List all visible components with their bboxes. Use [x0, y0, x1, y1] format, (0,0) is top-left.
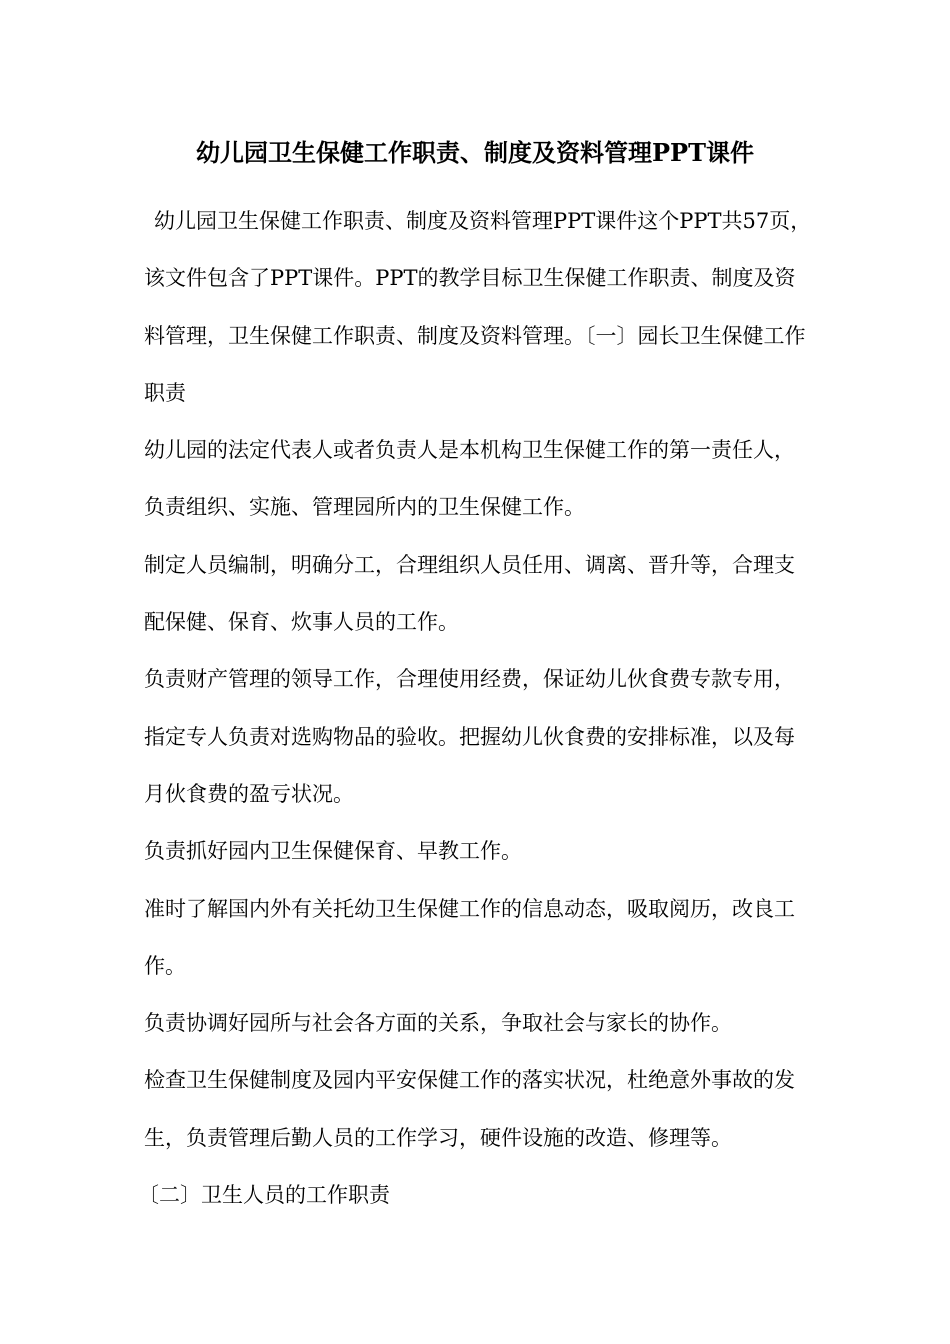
- paragraph-staffing: 制定人员编制，明确分工，合理组织人员任用、调离、晋升等，合理支配保健、保育、炊事人员的工作。: [144, 552, 795, 635]
- paragraph-finance: 负责财产管理的领导工作，合理使用经费，保证幼儿伙食费专款专用，指定专人负责对选购物品的验收。把握幼儿伙食费的安排标准，以及每月伙食费的盈亏状况。: [144, 667, 795, 806]
- document-title: 幼儿园卫生保健工作职责、制度及资料管理PPT课件: [196, 138, 754, 167]
- paragraph-inspection: 检查卫生保健制度及园内平安保健工作的落实状况，杜绝意外事故的发生，负责管理后勤人员的工作学习，硬件设施的改造、修理等。: [144, 1068, 795, 1150]
- paragraph-coordination: 负责协调好园所与社会各方面的关系，争取社会与家长的协作。: [144, 1011, 732, 1036]
- paragraph-information: 准时了解国内外有关托幼卫生保健工作的信息动态，吸取阅历，改良工作。: [144, 896, 795, 978]
- section-heading-health-staff: 〔二〕卫生人员的工作职责: [138, 1183, 390, 1208]
- paragraph-legal-representative: 幼儿园的法定代表人或者负责人是本机构卫生保健工作的第一责任人，负责组织、实施、管理园所内的卫生保健工作。: [144, 438, 795, 520]
- intro-paragraph: 幼儿园卫生保健工作职责、制度及资料管理PPT课件这个PPT共57页，该文件包含了PPT课件。PPT的教学目标卫生保健工作职责、制度及资料管理，卫生保健工作职责、制度及资料管理。〔一〕园长卫生保健工作职责: [144, 209, 812, 405]
- paragraph-childcare: 负责抓好园内卫生保健保育、早教工作。: [144, 839, 522, 864]
- document-body: [138, 193, 812, 1224]
